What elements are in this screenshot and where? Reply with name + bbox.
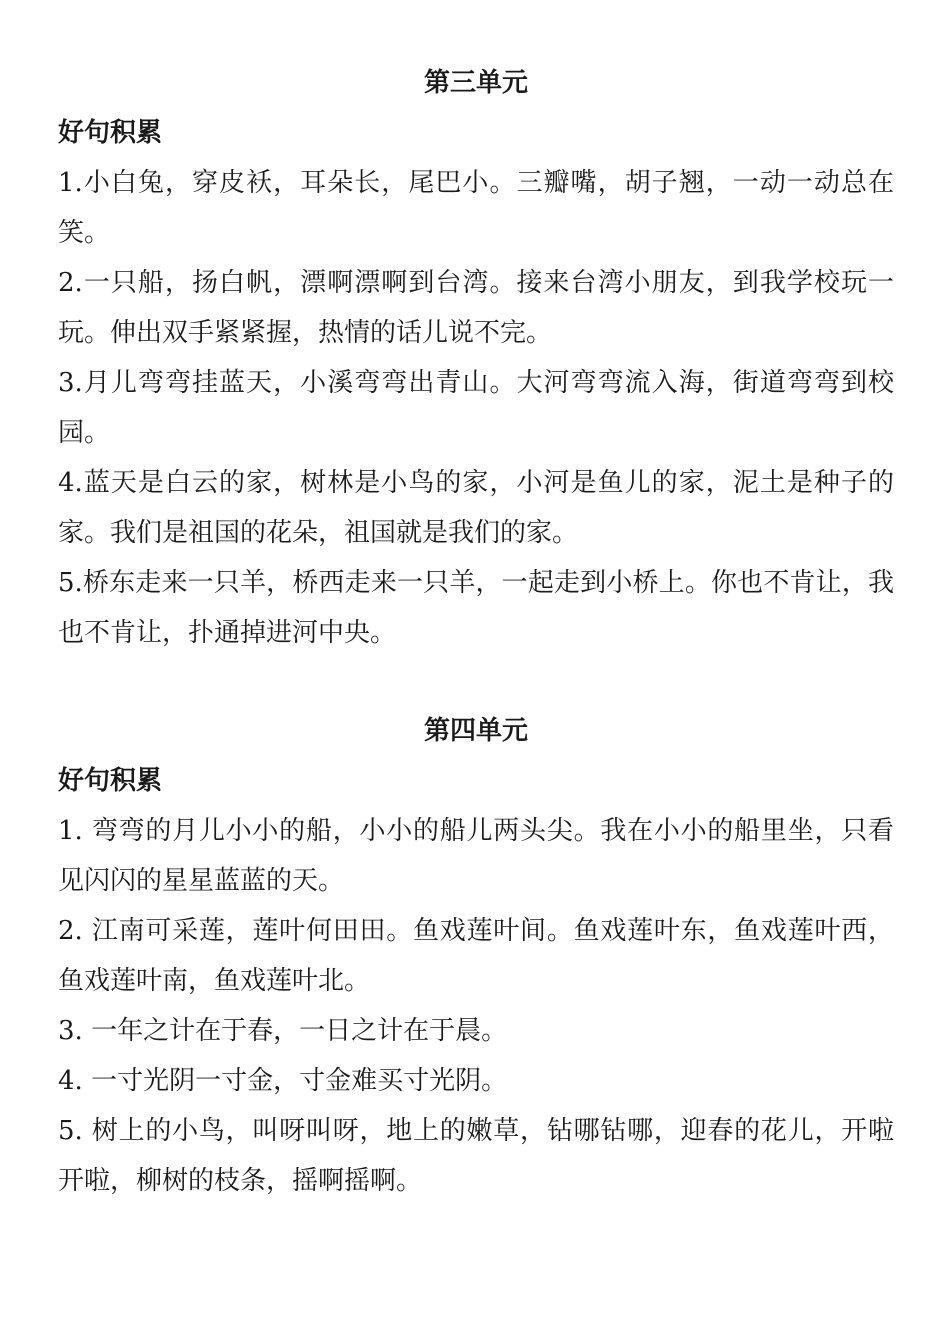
sentence-item: 2. 江南可采莲，莲叶何田田。鱼戏莲叶间。鱼戏莲叶东，鱼戏莲叶西，鱼戏莲叶南，鱼戏莲叶北。 xyxy=(58,916,894,996)
sentence-item: 3.月儿弯弯挂蓝天，小溪弯弯出青山。大河弯弯流入海，街道弯弯到校园。 xyxy=(58,368,894,448)
sentence-item: 1. 弯弯的月儿小小的船，小小的船儿两头尖。我在小小的船里坐，只看见闪闪的星星蓝蓝的天。 xyxy=(58,816,894,896)
sentence-item: 4.蓝天是白云的家，树林是小鸟的家，小河是鱼儿的家，泥土是种子的家。我们是祖国的花朵，祖国就是我们的家。 xyxy=(58,468,894,548)
sentence-item: 5.桥东走来一只羊，桥西走来一只羊，一起走到小桥上。你也不肯让，我也不肯让，扑通掉进河中央。 xyxy=(58,568,894,648)
document-page xyxy=(58,58,894,1206)
unit-four-title: 第四单元 xyxy=(423,716,528,746)
sentence-item: 1.小白兔，穿皮袄，耳朵长，尾巴小。三瓣嘴，胡子翘，一动一动总在笑。 xyxy=(58,168,894,248)
unit-four-sentence-list xyxy=(58,806,894,1206)
sentence-item: 2.一只船，扬白帆，漂啊漂啊到台湾。接来台湾小朋友，到我学校玩一玩。伸出双手紧紧握，热情的话儿说不完。 xyxy=(58,268,894,348)
unit-three-subtitle: 好句积累 xyxy=(58,118,163,148)
unit-four-section xyxy=(58,706,894,1206)
section-spacer xyxy=(58,658,894,706)
sentence-item: 3. 一年之计在于春，一日之计在于晨。 xyxy=(58,1016,508,1046)
unit-three-sentence-list xyxy=(58,158,894,658)
unit-three-title: 第三单元 xyxy=(423,68,528,98)
sentence-item: 5. 树上的小鸟，叫呀叫呀，地上的嫩草，钻哪钻哪，迎春的花儿，开啦开啦，柳树的枝条，摇啊摇啊。 xyxy=(58,1116,894,1196)
unit-three-section xyxy=(58,58,894,658)
unit-four-subtitle: 好句积累 xyxy=(58,766,163,796)
sentence-item: 4. 一寸光阴一寸金，寸金难买寸光阴。 xyxy=(58,1066,508,1096)
